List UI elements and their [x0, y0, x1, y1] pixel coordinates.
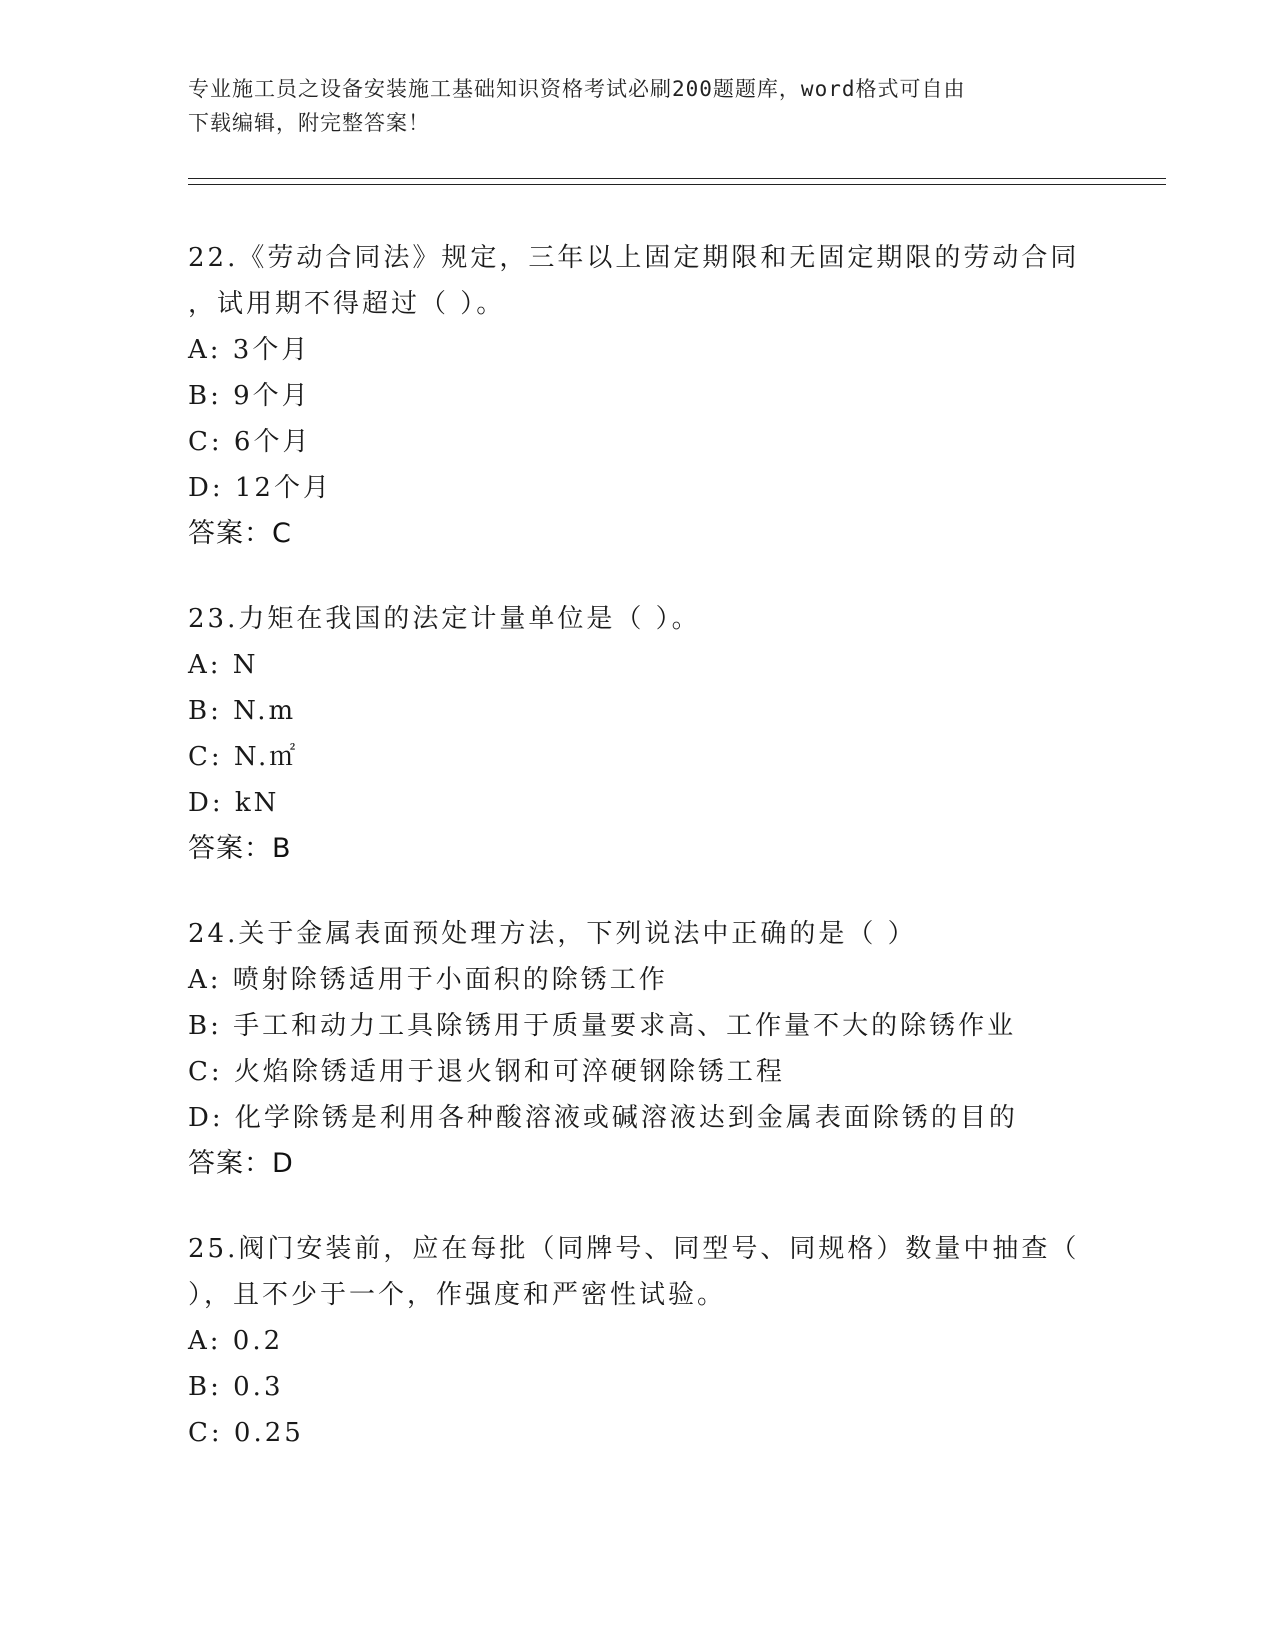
option-a: A: 喷射除锈适用于小面积的除锈工作 [188, 965, 668, 995]
option-a: A: 0.2 [188, 1326, 284, 1356]
option-c: C: 6个月 [188, 427, 312, 457]
question-text-line: ，试用期不得超过（ ）。 [188, 289, 506, 319]
question-list [188, 235, 1088, 1495]
header-line-1: 专业施工员之设备安装施工基础知识资格考试必刷200题题库，word格式可自由 [188, 77, 966, 101]
answer: 答案：C [188, 518, 292, 549]
question-25 [188, 1226, 1088, 1456]
question-text-line: 23.力矩在我国的法定计量单位是（ ）。 [188, 604, 701, 634]
question-text [188, 235, 1088, 327]
option-c: C: N.㎡ [188, 742, 299, 772]
question-23 [188, 596, 1088, 872]
header-divider-top [188, 178, 1166, 179]
option-b: B: N.m [188, 696, 297, 726]
answer: 答案：B [188, 833, 292, 864]
option-c: C: 火焰除锈适用于退火钢和可淬硬钢除锈工程 [188, 1057, 785, 1087]
option-a: A: N [188, 650, 259, 680]
question-text-line: ），且不少于一个，作强度和严密性试验。 [188, 1280, 727, 1310]
header-line-2: 下载编辑，附完整答案！ [188, 111, 430, 135]
question-22 [188, 235, 1088, 557]
document-header [188, 72, 1088, 140]
option-a: A: 3个月 [188, 335, 311, 365]
option-d: D: 化学除锈是利用各种酸溶液或碱溶液达到金属表面除锈的目的 [188, 1103, 1018, 1133]
question-text [188, 596, 1088, 642]
option-d: D: kN [188, 788, 280, 818]
question-24 [188, 911, 1088, 1187]
option-c: C: 0.25 [188, 1418, 304, 1448]
question-text-line: 22.《劳动合同法》规定，三年以上固定期限和无固定期限的劳动合同 [188, 243, 1080, 273]
option-d: D: 12个月 [188, 473, 332, 503]
option-b: B: 0.3 [188, 1372, 284, 1402]
header-divider-bottom [188, 184, 1166, 185]
option-b: B: 9个月 [188, 381, 311, 411]
question-text-line: 25.阀门安装前，应在每批（同牌号、同型号、同规格）数量中抽查（ [188, 1234, 1080, 1264]
question-text [188, 911, 1088, 957]
question-text-line: 24.关于金属表面预处理方法，下列说法中正确的是（ ） [188, 919, 917, 949]
question-text [188, 1226, 1088, 1318]
answer: 答案：D [188, 1148, 294, 1179]
option-b: B: 手工和动力工具除锈用于质量要求高、工作量不大的除锈作业 [188, 1011, 1017, 1041]
